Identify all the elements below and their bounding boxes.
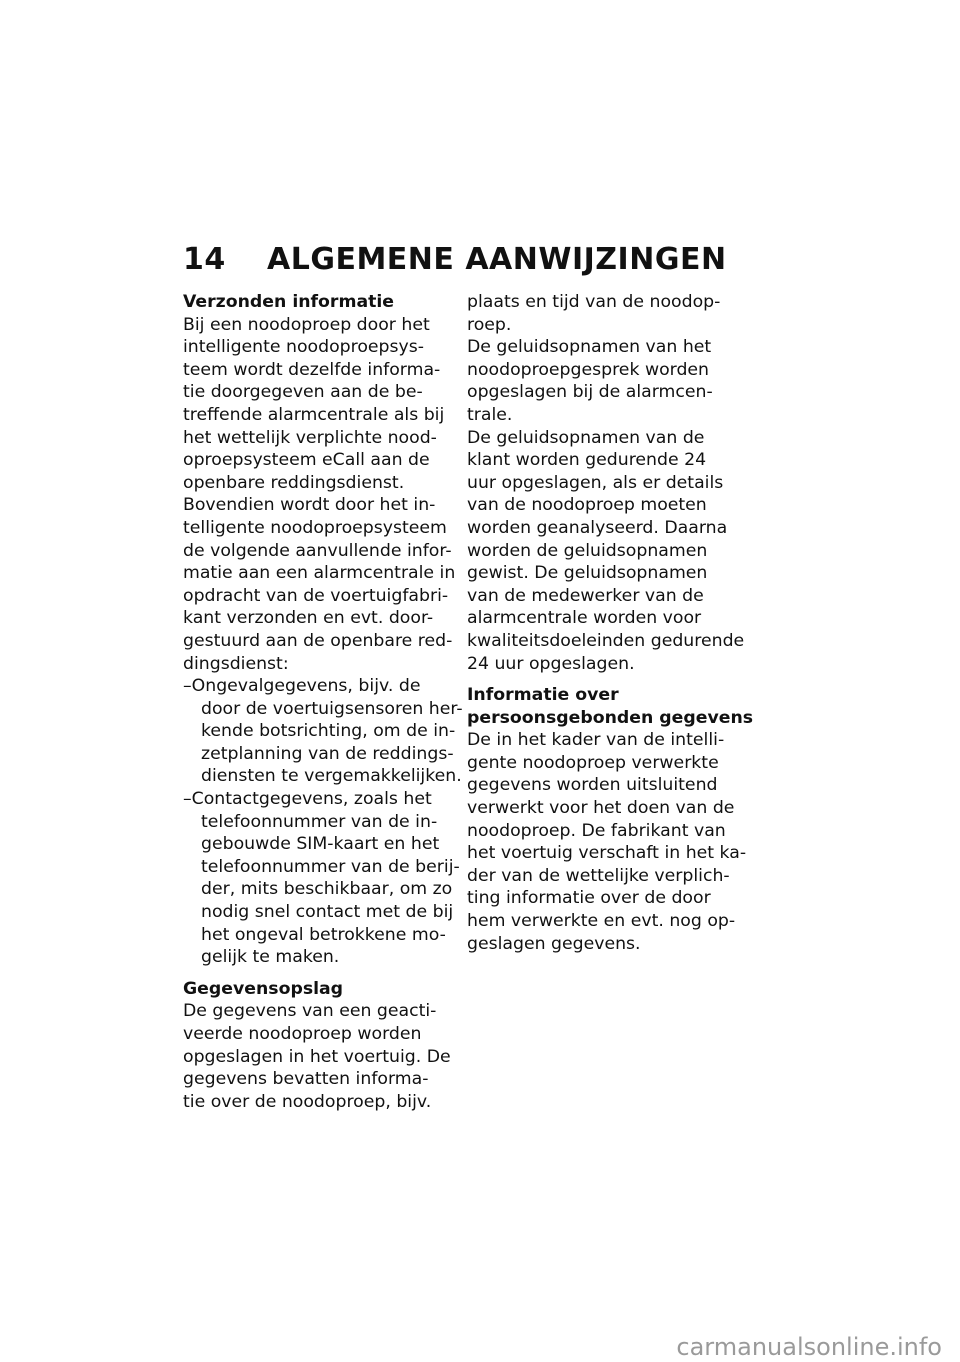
text-line: De gegevens van een geacti- (183, 1001, 437, 1022)
text-line: ting informatie over de door (467, 888, 711, 909)
text-line: door de voertuigsensoren her- (201, 698, 463, 719)
text-line: –Contactgegevens, zoals het (183, 789, 432, 810)
text-line: telefoonnummer van de in- (201, 811, 438, 832)
text-line: van de medewerker van de (467, 585, 704, 606)
text-line: oproepsysteem eCall aan de (183, 450, 430, 471)
text-line: gelijk te maken. (201, 947, 340, 968)
text-line: kwaliteitsdoeleinden gedurende (467, 630, 745, 651)
text-line: telligente noodoproepsysteem (183, 517, 447, 538)
text-line: klant worden gedurende 24 (467, 450, 707, 471)
text-line: gegevens bevatten informa- (183, 1069, 429, 1090)
chapter-number: 14 (183, 242, 226, 277)
watermark-footer[interactable]: carmanualsonline.info (676, 1333, 942, 1361)
text-line: kende botsrichting, om de in- (201, 721, 456, 742)
text-line: van de noodoproep moeten (467, 495, 707, 516)
text-line: kant verzonden en evt. door- (183, 608, 434, 629)
text-line: der van de wettelijke verplich- (467, 865, 730, 886)
text-line: 24 uur opgeslagen. (467, 653, 635, 674)
text-line: veerde noodoproep worden (183, 1024, 422, 1044)
text-line: dingsdienst: (183, 653, 289, 674)
text-line: trale. (467, 404, 513, 425)
text-line: gewist. De geluidsopnamen (467, 563, 708, 584)
text-line: hem verwerkte en evt. nog op- (467, 911, 736, 932)
text-line: De geluidsopnamen van het (467, 337, 712, 358)
text-line: geslagen gegevens. (467, 933, 641, 954)
text-line: plaats en tijd van de noodop- (467, 292, 721, 312)
text-line: gebouwde SIM-kaart en het (201, 834, 440, 855)
text-line: het ongeval betrokkene mo- (201, 924, 446, 945)
text-line: uur opgeslagen, als er details (467, 472, 724, 493)
text-line: de volgende aanvullende infor- (183, 540, 452, 561)
text-line: verwerkt voor het doen van de (467, 798, 735, 819)
text-line: opdracht van de voertuigfabri- (183, 585, 449, 606)
section-heading: Informatie over (467, 685, 619, 706)
text-line: der, mits beschikbaar, om zo (201, 879, 453, 900)
text-line: Bovendien wordt door het in- (183, 495, 436, 516)
section-heading: Verzonden informatie (183, 292, 395, 312)
text-line: worden geanalyseerd. Daarna (467, 517, 728, 538)
chapter-title-text: ALGEMENE AANWIJZINGEN (267, 242, 727, 277)
text-line: Bij een noodoproep door het (183, 314, 430, 335)
chapter-title (183, 242, 727, 278)
text-line: alarmcentrale worden voor (467, 608, 702, 629)
text-line: zetplanning van de reddings- (201, 743, 454, 764)
text-line: intelligente noodoproepsys- (183, 337, 425, 358)
paragraph-gap (183, 969, 458, 978)
text-line: treffende alarmcentrale als bij (183, 404, 445, 425)
text-line: De geluidsopnamen van de (467, 427, 705, 448)
text-line: het wettelijk verplichte nood- (183, 427, 437, 448)
text-line: gente noodoproep verwerkte (467, 752, 719, 773)
text-line: diensten te vergemakkelijken. (201, 766, 462, 787)
text-line: noodoproepgesprek worden (467, 359, 710, 380)
text-line: gestuurd aan de openbare red- (183, 630, 453, 651)
text-line: gegevens worden uitsluitend (467, 775, 718, 796)
text-line: tie over de noodoproep, bijv. (183, 1091, 432, 1112)
section-heading: Gegevensopslag (183, 978, 344, 999)
text-line: matie aan een alarmcentrale in (183, 563, 456, 584)
left-column (183, 291, 463, 1113)
text-line: –Ongevalgegevens, bijv. de (183, 676, 421, 697)
text-line: nodig snel contact met de bij (201, 902, 454, 923)
text-line: roep. (467, 314, 512, 335)
text-line: noodoproep. De fabrikant van (467, 820, 726, 841)
text-line: telefoonnummer van de berij- (201, 856, 460, 877)
text-line: opgeslagen in het voertuig. De (183, 1046, 451, 1067)
section-heading: persoonsgebonden gegevens (467, 707, 754, 728)
text-line: teem wordt dezelfde informa- (183, 359, 441, 380)
text-line: het voertuig verschaft in het ka- (467, 843, 747, 864)
text-line: worden de geluidsopnamen (467, 540, 708, 561)
paragraph-gap (467, 675, 742, 684)
right-column (467, 291, 754, 955)
text-line: openbare reddingsdienst. (183, 472, 405, 493)
text-line: opgeslagen bij de alarmcen- (467, 382, 713, 403)
text-line: De in het kader van de intelli- (467, 730, 725, 751)
text-line: tie doorgegeven aan de be- (183, 382, 423, 403)
